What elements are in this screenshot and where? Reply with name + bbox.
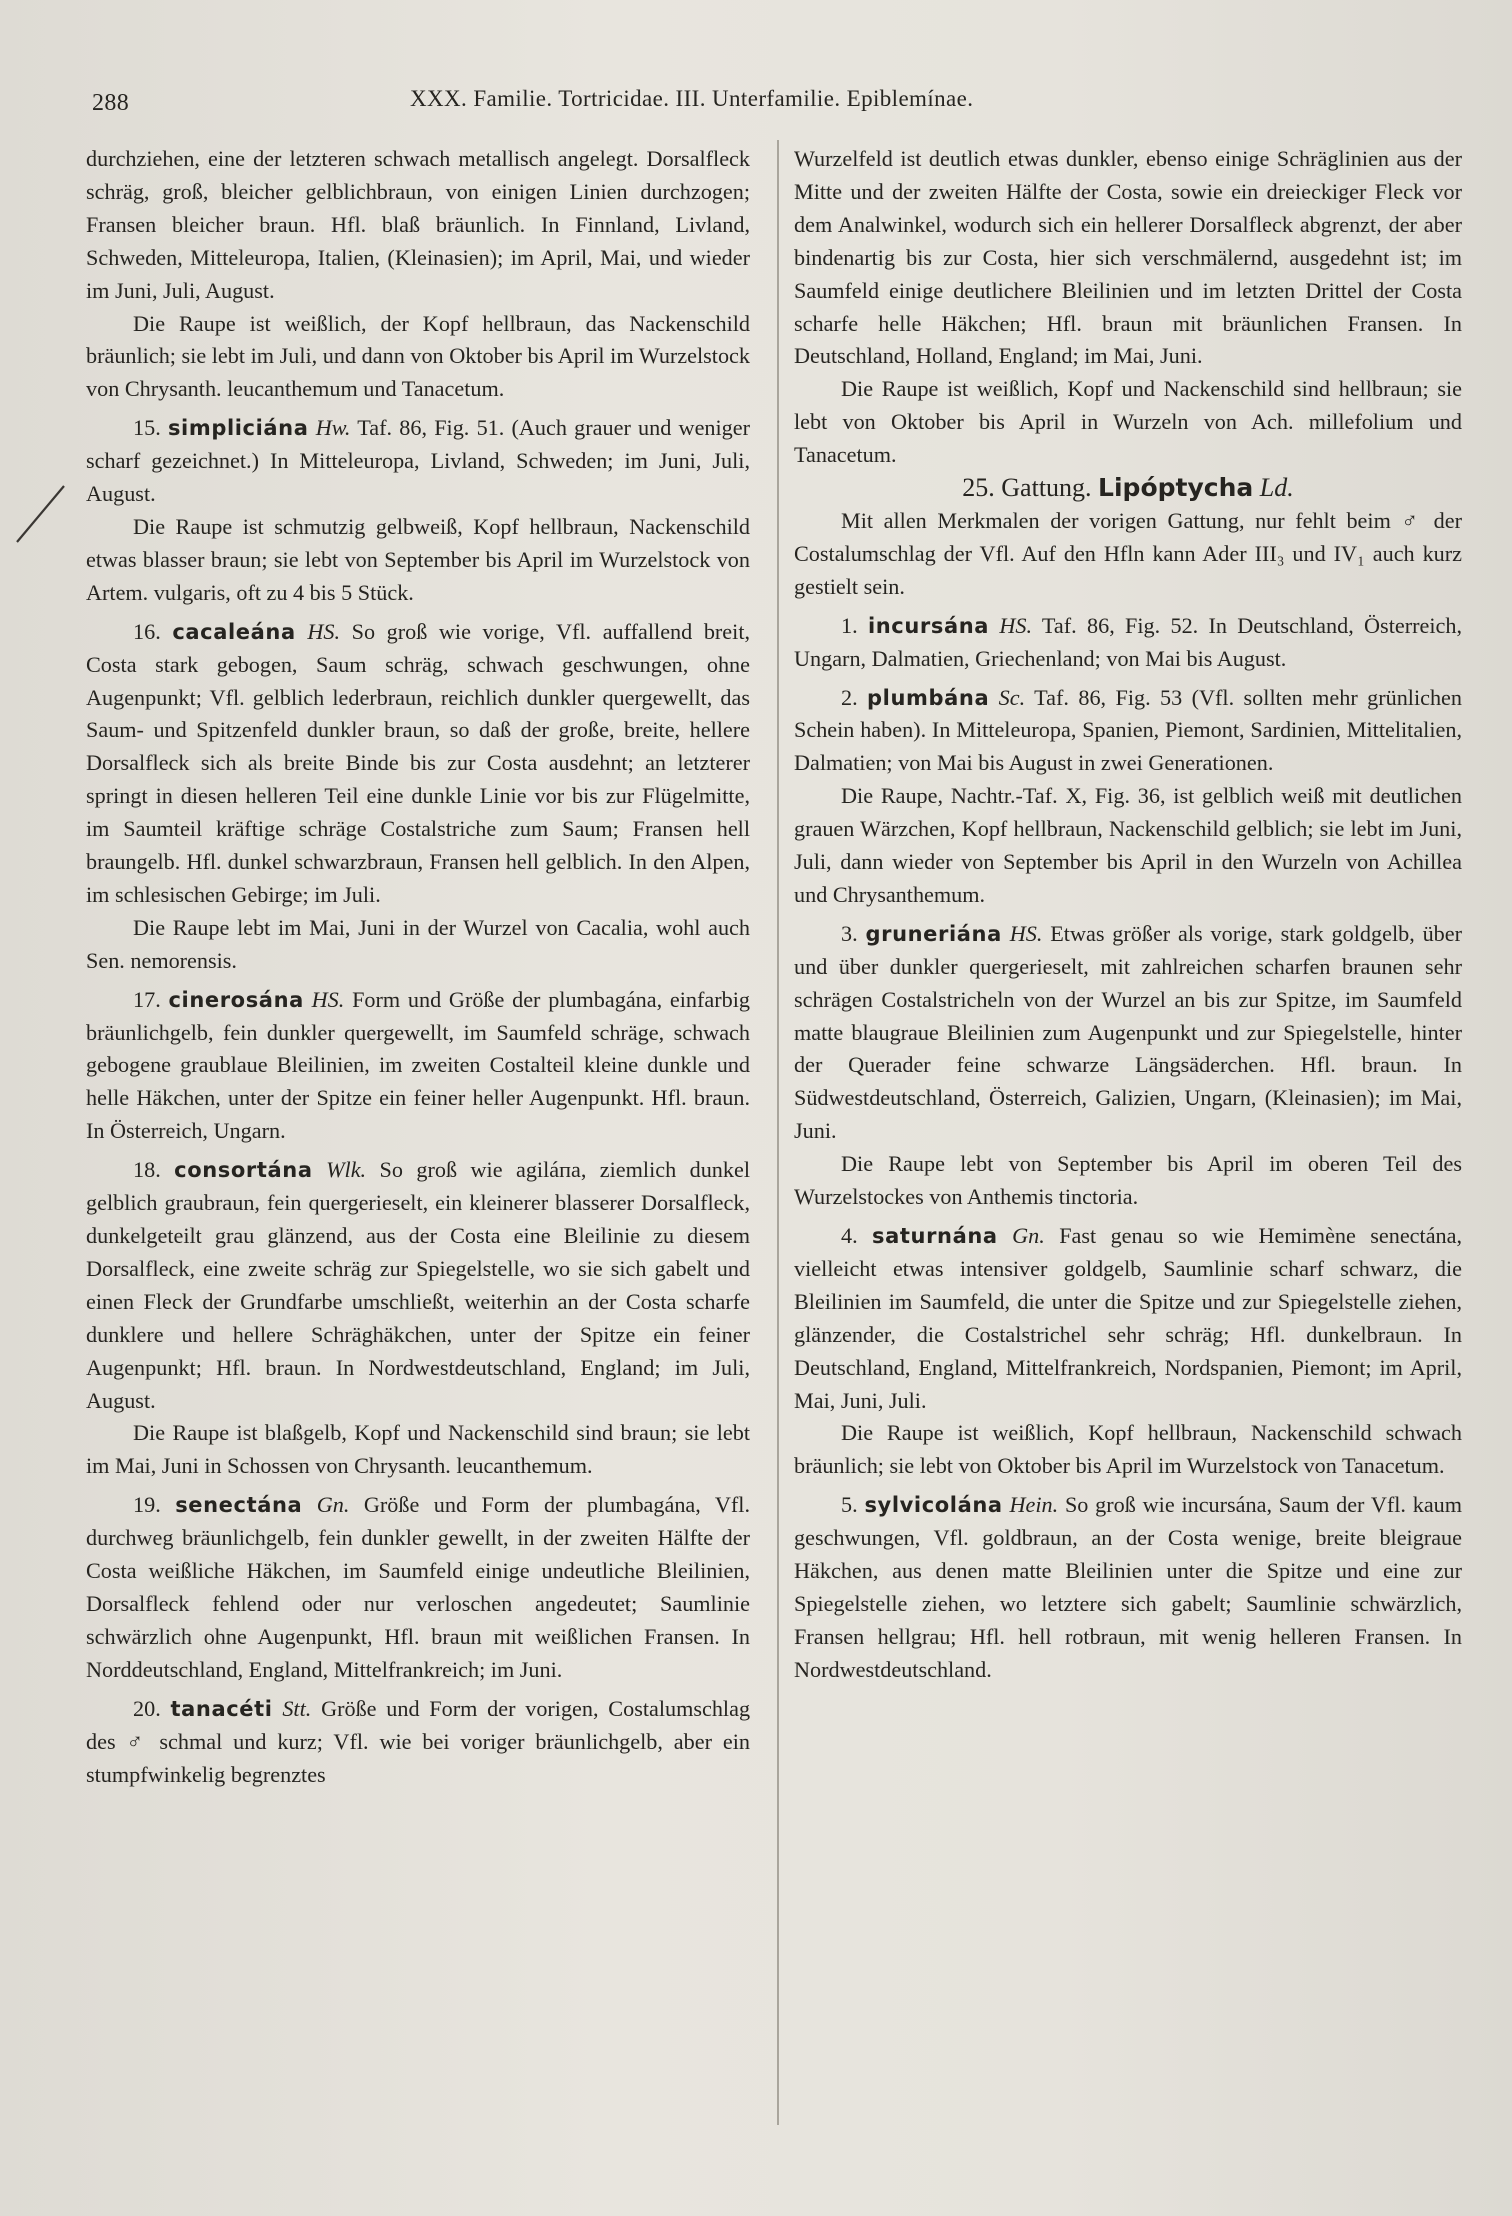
paragraph: Wurzelfeld ist deutlich etwas dunkler, ebenso einige Schräglinien aus der Mitte und der zweiten Hälfte der Costa, sowie ein dreieckiger Fleck vor dem Analwinkel, wodurch sich ein hellerer Dorsalfleck abgrenzt, der aber bindenartig bis zur Costa, hier sich verschmälernd, ausgedehnt ist; im Saumfeld einige deutlichere Bleilinien und im letzten Drittel der Costa scharfe helle Häkchen; Hfl. braun mit bräunlichen Fransen. In Deutschland, Holland, England; im Mai, Juni. [794,146,1462,369]
paragraph-text: Die Raupe ist weißlich, der Kopf hellbraun, das Nackenschild bräunlich; sie lebt im Juli, und dann von Oktober bis April im Wurzelstock von Chrysanth. leucanthemum und Tanacetum. [86,310,750,402]
genus-heading [794,472,1462,505]
species-entry [86,1489,750,1686]
species-description: Taf. 86, Fig. 53 (Vfl. sollten mehr grünlichen Schein haben). In Mitteleuropa, Spanien, Piemont, Sardinien, Mittelitalien, Dalmatien; von Mai bis August in zwei Generationen. [794,684,1462,776]
species-number: 18. [133,1157,161,1183]
species-description: Etwas größer als vorige, stark goldgelb, über und über dunkler quergerieselt, mit zahlreichen scharfen braunen sehr schrägen Costalstricheln von der Wurzel an bis zur Spitze, im Saumfeld matte blaugraue Bleilinien zum Augenpunkt und zur Spiegelstelle, hinter der Querader feine schwarze Längsäderchen. Hfl. braun. In Südwestdeutschland, Österreich, Galizien, Ungarn, (Kleinasien); im Mai, Juni. [794,920,1463,1144]
species-author: Gn. [1012,1223,1045,1248]
species-name: cacaleána [172,619,296,644]
paragraph [794,1417,1462,1483]
species-entry [86,1693,750,1792]
paragraph [86,511,750,610]
species-author: HS. [999,612,1033,638]
species-author: HS. [311,986,345,1012]
species-author: Sc. [998,684,1026,710]
species-name: tanacéti [170,1696,273,1721]
paragraph-text: Die Raupe lebt im Mai, Juni in der Wurzel von Cacalia, wohl auch Sen. nemorensis. [86,914,750,973]
species-entry [794,1489,1462,1686]
species-description: So groß wie incursána, Saum der Vfl. kaum geschwungen, Vfl. goldbraun, an der Costa wenige, breite bleigraue Häkchen, aus denen matte Bleilinien unter die Spitze und eine zur Spiegelstelle ziehen, wo letztere sich gabelt; Saumlinie schwärzlich, Fransen hellgrau; Hfl. hell rotbraun, mit wenig helleren Fransen. In Nordwestdeutschland. [794,1492,1463,1682]
paragraph-text: Die Raupe lebt von September bis April im oberen Teil des Wurzelstockes von Anthemis tinctoria. [794,1151,1462,1210]
species-name: cinerosána [168,987,304,1012]
species-description: Taf. 86, Fig. 52. In Deutschland, Österreich, Ungarn, Dalmatien, Griechenland; von Mai bis August. [794,612,1462,671]
species-entry [86,984,750,1149]
species-author: Gn. [316,1492,350,1518]
paragraph [794,373,1462,472]
species-description: Fast genau so wie Hemimène senectána, vielleicht etwas intensiver goldgelb, Saumlinie scharf schwarz, die Bleilinien im Saumfeld, die unter die Spitze und zur Spiegelstelle ziehen, glänzender, die Costalstrichel sehr schräg; Hfl. dunkelbraun. In Deutschland, England, Mittelfrankreich, Nordspanien, Piemont; im April, Mai, Juni, Juli. [794,1223,1463,1413]
species-number: 5. [841,1492,858,1518]
paragraph-text: Die Raupe ist weißlich, Kopf hellbraun, Nackenschild schwach bräunlich; sie lebt von Oktober bis April im Wurzelstock von Tanacetum. [794,1420,1462,1479]
species-entry [794,918,1462,1148]
species-author: Stt. [282,1695,312,1721]
species-author: Hein. [1009,1492,1059,1518]
species-number: 19. [133,1492,161,1518]
genus-prefix: 25. Gattung. [962,473,1092,503]
paragraph: Mit allen Merkmalen der vorigen Gattung, nur fehlt beim ♂ der Costalumschlag der Vfl. Auf den Hfln kann Ader III₃ und IV₁ auch kurz gestielt sein. [794,507,1462,599]
species-entry [86,1154,750,1417]
species-author: HS. [307,618,340,644]
species-name: consortána [174,1158,313,1183]
species-author: Wlk. [326,1157,367,1183]
species-name: incursána [867,613,990,638]
species-number: 3. [841,920,858,946]
paragraph [86,308,750,407]
species-name: gruneriána [865,921,1002,946]
column-divider [777,140,779,2125]
species-number: 2. [841,684,858,710]
species-description: Form und Größe der plumbagána, einfarbig bräunlichgelb, fein dunkler quergewellt, im Saumfeld schräge, schwach gebogene graublaue Bleilinien, im zweiten Costalteil kleine dunkle und helle Häkchen, unter der Spitze ein feiner heller Augenpunkt. Hfl. braun. In Österreich, Ungarn. [86,986,751,1144]
species-number: 15. [133,415,161,441]
paragraph [794,1148,1462,1214]
paragraph-text: Die Raupe ist schmutzig gelbweiß, Kopf hellbraun, Nackenschild etwas blasser braun; sie lebt von September bis April im Wurzelstock von Artem. vulgaris, oft zu 4 bis 5 Stück. [86,513,750,605]
species-author: HS. [1009,920,1043,946]
species-name: plumbána [867,685,990,710]
species-description: Größe und Form der vorigen, Costalumschlag des ♂ schmal und kurz; Vfl. wie bei voriger bräunlichgelb, aber ein stumpfwinkelig begrenztes [86,1695,751,1787]
species-entry [794,682,1462,781]
genus-author: Ld. [1259,473,1294,503]
species-description: Größe und Form der plumbagána, Vfl. durchweg bräunlichgelb, fein dunkler gewellt, in der zweiten Hälfte der Costa weißliche Häkchen, im Saumfeld einige undeutliche Bleilinien, Dorsalfleck fehlend oder nur verloschen angedeutet; Saumlinie schwärzlich ohne Augenpunkt, Hfl. braun mit weißlichen Fransen. In Norddeutschland, England, Mittelfrankreich; im Juni. [86,1492,750,1682]
paragraph [86,912,750,978]
left-column [86,143,750,1791]
page-number: 288 [92,90,130,116]
species-entry [794,610,1462,676]
species-description: Taf. 86, Fig. 51. (Auch grauer und weniger scharf gezeichnet.) In Mitteleuropa, Livland, Schweden; im Juni, Juli, August. [86,415,751,507]
paragraph-text: Die Raupe, Nachtr.-Taf. X, Fig. 36, ist gelblich weiß mit deutlichen grauen Wärzchen, Kopf hellbraun, Nackenschild gelblich; sie lebt im Juni, Juli, dann wieder von September bis April in den Wurzeln von Achillea und Chrysanthemum. [794,783,1462,907]
species-number: 16. [133,618,161,644]
species-name: simpliciána [167,416,309,441]
species-description: So groß wie agiláпa, ziemlich dunkel gelblich graubraun, fein quergerieselt, ein kleinerer blasserer Dorsalfleck, dunkelgeteilt grau glänzend, aus der Costa eine Bleilinie zu diesem Dorsalfleck, eine zweite schräg zur Spiegelstelle, wo sie sich gabelt und einen Fleck der Grundfarbe umschließt, weiterhin an der Costa scharfe dunklere und hellere Schräghäkchen, unter der Spitze ein feiner Augenpunkt; Hfl. braun. In Nordwestdeutschland, England; im Juli, August. [86,1157,751,1413]
right-column [794,143,1462,1687]
species-name: senectána [175,1493,303,1518]
species-number: 17. [133,986,161,1012]
paragraph-text: Die Raupe ist weißlich, Kopf und Nackenschild sind hellbraun; sie lebt von Oktober bis April in Wurzeln von Ach. millefolium und Tanacetum. [794,376,1462,468]
species-number: 4. [841,1223,858,1248]
species-number: 20. [133,1695,161,1721]
species-name: sylvicolána [864,1493,1003,1518]
species-number: 1. [841,612,858,638]
species-entry [86,412,750,511]
species-name: saturnána [872,1224,998,1248]
species-author: Hw. [315,415,351,441]
paragraph-text: Die Raupe ist blaßgelb, Kopf und Nackenschild sind braun; sie lebt im Mai, Juni in Schossen von Chrysanth. leucanthemum. [86,1420,750,1479]
species-entry [794,1220,1462,1417]
species-entry [86,616,750,912]
page-header [92,80,1472,120]
species-description: So groß wie vorige, Vfl. auffallend breit, Costa stark gebogen, Saum schräg, schwach geschwungen, ohne Augenpunkt; Vfl. gelblich lederbraun, reichlich dunkler quergewellt, das Saum- und Spitzenfeld dunkler braun, so daß der große, breite, hellere Dorsalfleck sich als breite Binde bis zur Costa ausdehnt; an letzterer springt in diesen helleren Teil eine dunkle Linie vor bis zur Flügelmitte, im Saumteil kräftige schräge Costalstriche zum Saum; Fransen hell braungelb. Hfl. dunkel schwarzbraun, Fransen hell gelblich. In den Alpen, im schlesischen Gebirge; im Juli. [86,618,751,907]
paragraph: durchziehen, eine der letzteren schwach metallisch angelegt. Dorsalfleck schräg, groß, bleicher gelblichbraun, von einigen Linien durchzogen; Fransen bleicher braun. Hfl. blaß bräunlich. In Finnland, Livland, Schweden, Mitteleuropa, Italien, (Kleinasien); im April, Mai, und wieder im Juni, Juli, August. [86,146,750,303]
paragraph [794,780,1462,912]
paragraph [86,1417,750,1483]
running-head: XXX. Familie. Tortricidae. III. Unterfamilie. Epiblemínae. [410,86,974,111]
pencil-check-mark [14,484,68,546]
genus-name: Lipóptycha [1098,473,1254,503]
